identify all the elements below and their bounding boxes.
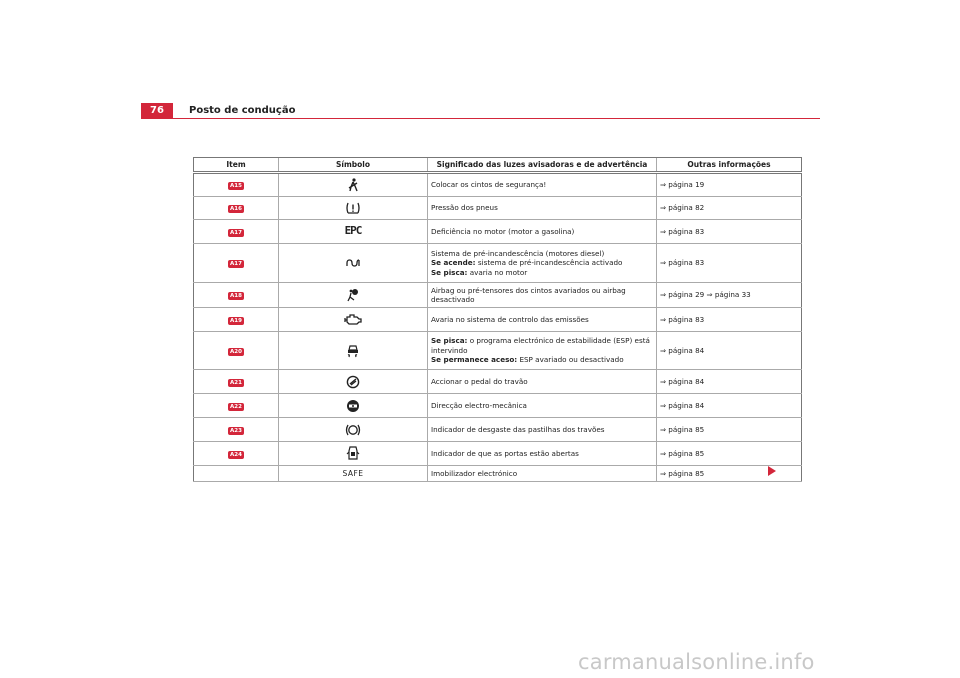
engine-icon [344, 315, 362, 324]
table-row [194, 418, 802, 442]
table-row [194, 308, 802, 332]
row-description: Accionar o pedal do travão [428, 370, 657, 394]
column-header-meaning: Significado das luzes avisadoras e de advertência [428, 158, 657, 173]
table-row [194, 244, 802, 283]
table-row [194, 370, 802, 394]
description-text: avaria no motor [467, 267, 528, 277]
row-reference: ⇒ página 85 [657, 442, 802, 466]
brake-pads-icon [345, 425, 361, 434]
row-reference: ⇒ página 85 [657, 466, 802, 482]
empty-item-cell [194, 466, 279, 482]
row-description: Direcção electro-mecânica [428, 394, 657, 418]
row-description [428, 332, 657, 370]
airbag-icon [346, 290, 360, 299]
esp-icon [346, 346, 360, 355]
description-label: Se pisca: [431, 267, 468, 277]
row-description [428, 244, 657, 283]
row-description: Pressão dos pneus [428, 197, 657, 220]
item-badge: A17 [230, 229, 242, 236]
row-description: Indicador de que as portas estão abertas [428, 442, 657, 466]
row-description: Airbag ou pré-tensores dos cintos avariados ou airbag desactivado [428, 283, 657, 308]
immobilizer-safe-label: SAFE [342, 468, 364, 478]
row-reference: ⇒ página 82 [657, 197, 802, 220]
brake-pedal-icon [346, 377, 360, 386]
item-badge: A20 [230, 348, 242, 355]
row-reference: ⇒ página 83 [657, 308, 802, 332]
table-row [194, 220, 802, 244]
watermark: carmanualsonline.info [578, 650, 815, 674]
row-reference: ⇒ página 83 [657, 220, 802, 244]
description-text: o programa electrónico de estabilidade (ESP) está intervindo [431, 336, 650, 355]
row-description: Avaria no sistema de controlo das emissões [428, 308, 657, 332]
item-badge: A24 [230, 451, 242, 458]
table-row [194, 466, 802, 482]
description-line: Sistema de pré-incandescência (motores diesel) [431, 248, 605, 258]
steering-icon [346, 401, 360, 410]
table-row [194, 197, 802, 220]
table-row [194, 283, 802, 308]
warning-lights-table [193, 157, 802, 482]
table-row [194, 394, 802, 418]
description-text: sistema de pré-incandescência activado [475, 258, 623, 268]
row-reference: ⇒ página 84 [657, 370, 802, 394]
row-reference: ⇒ página 85 [657, 418, 802, 442]
description-label: Se permanece aceso: [431, 355, 518, 365]
tyre-pressure-icon [345, 203, 361, 212]
table-row [194, 332, 802, 370]
table-row [194, 173, 802, 197]
row-reference: ⇒ página 19 [657, 173, 802, 197]
description-label: Se pisca: [431, 336, 468, 346]
row-description: Deficiência no motor (motor a gasolina) [428, 220, 657, 244]
table-row [194, 442, 802, 466]
table-header-row [194, 158, 802, 173]
page-title: Posto de condução [189, 105, 296, 116]
item-badge: A16 [230, 206, 242, 212]
description-label: Se acende: [431, 258, 476, 268]
item-badge: A15 [230, 183, 242, 189]
item-badge: A17 [230, 261, 242, 267]
continue-arrow-icon [768, 466, 776, 476]
item-badge: A18 [230, 293, 242, 299]
row-description: Colocar os cintos de segurança! [428, 173, 657, 197]
description-text: ESP avariado ou desactivado [517, 355, 624, 365]
page-header [141, 103, 820, 119]
item-badge: A21 [230, 379, 242, 386]
row-reference: ⇒ página 83 [657, 244, 802, 283]
header-divider [141, 118, 820, 119]
row-reference: ⇒ página 84 [657, 332, 802, 370]
glow-plug-icon [346, 258, 360, 267]
item-badge: A23 [230, 427, 242, 434]
seatbelt-icon [347, 180, 359, 189]
row-reference: ⇒ página 29 ⇒ página 33 [657, 283, 802, 308]
column-header-more: Outras informações [657, 158, 802, 173]
row-description: Indicador de desgaste das pastilhas dos travões [428, 418, 657, 442]
column-header-item: Item [194, 158, 279, 173]
item-badge: A19 [230, 317, 242, 324]
epc-icon: EPC [344, 224, 362, 238]
item-badge: A22 [230, 403, 242, 410]
row-description: Imobilizador electrónico [428, 466, 657, 482]
page-number: 76 [141, 103, 173, 119]
doors-open-icon [346, 449, 360, 458]
column-header-symbol: Símbolo [279, 158, 428, 173]
row-reference: ⇒ página 84 [657, 394, 802, 418]
